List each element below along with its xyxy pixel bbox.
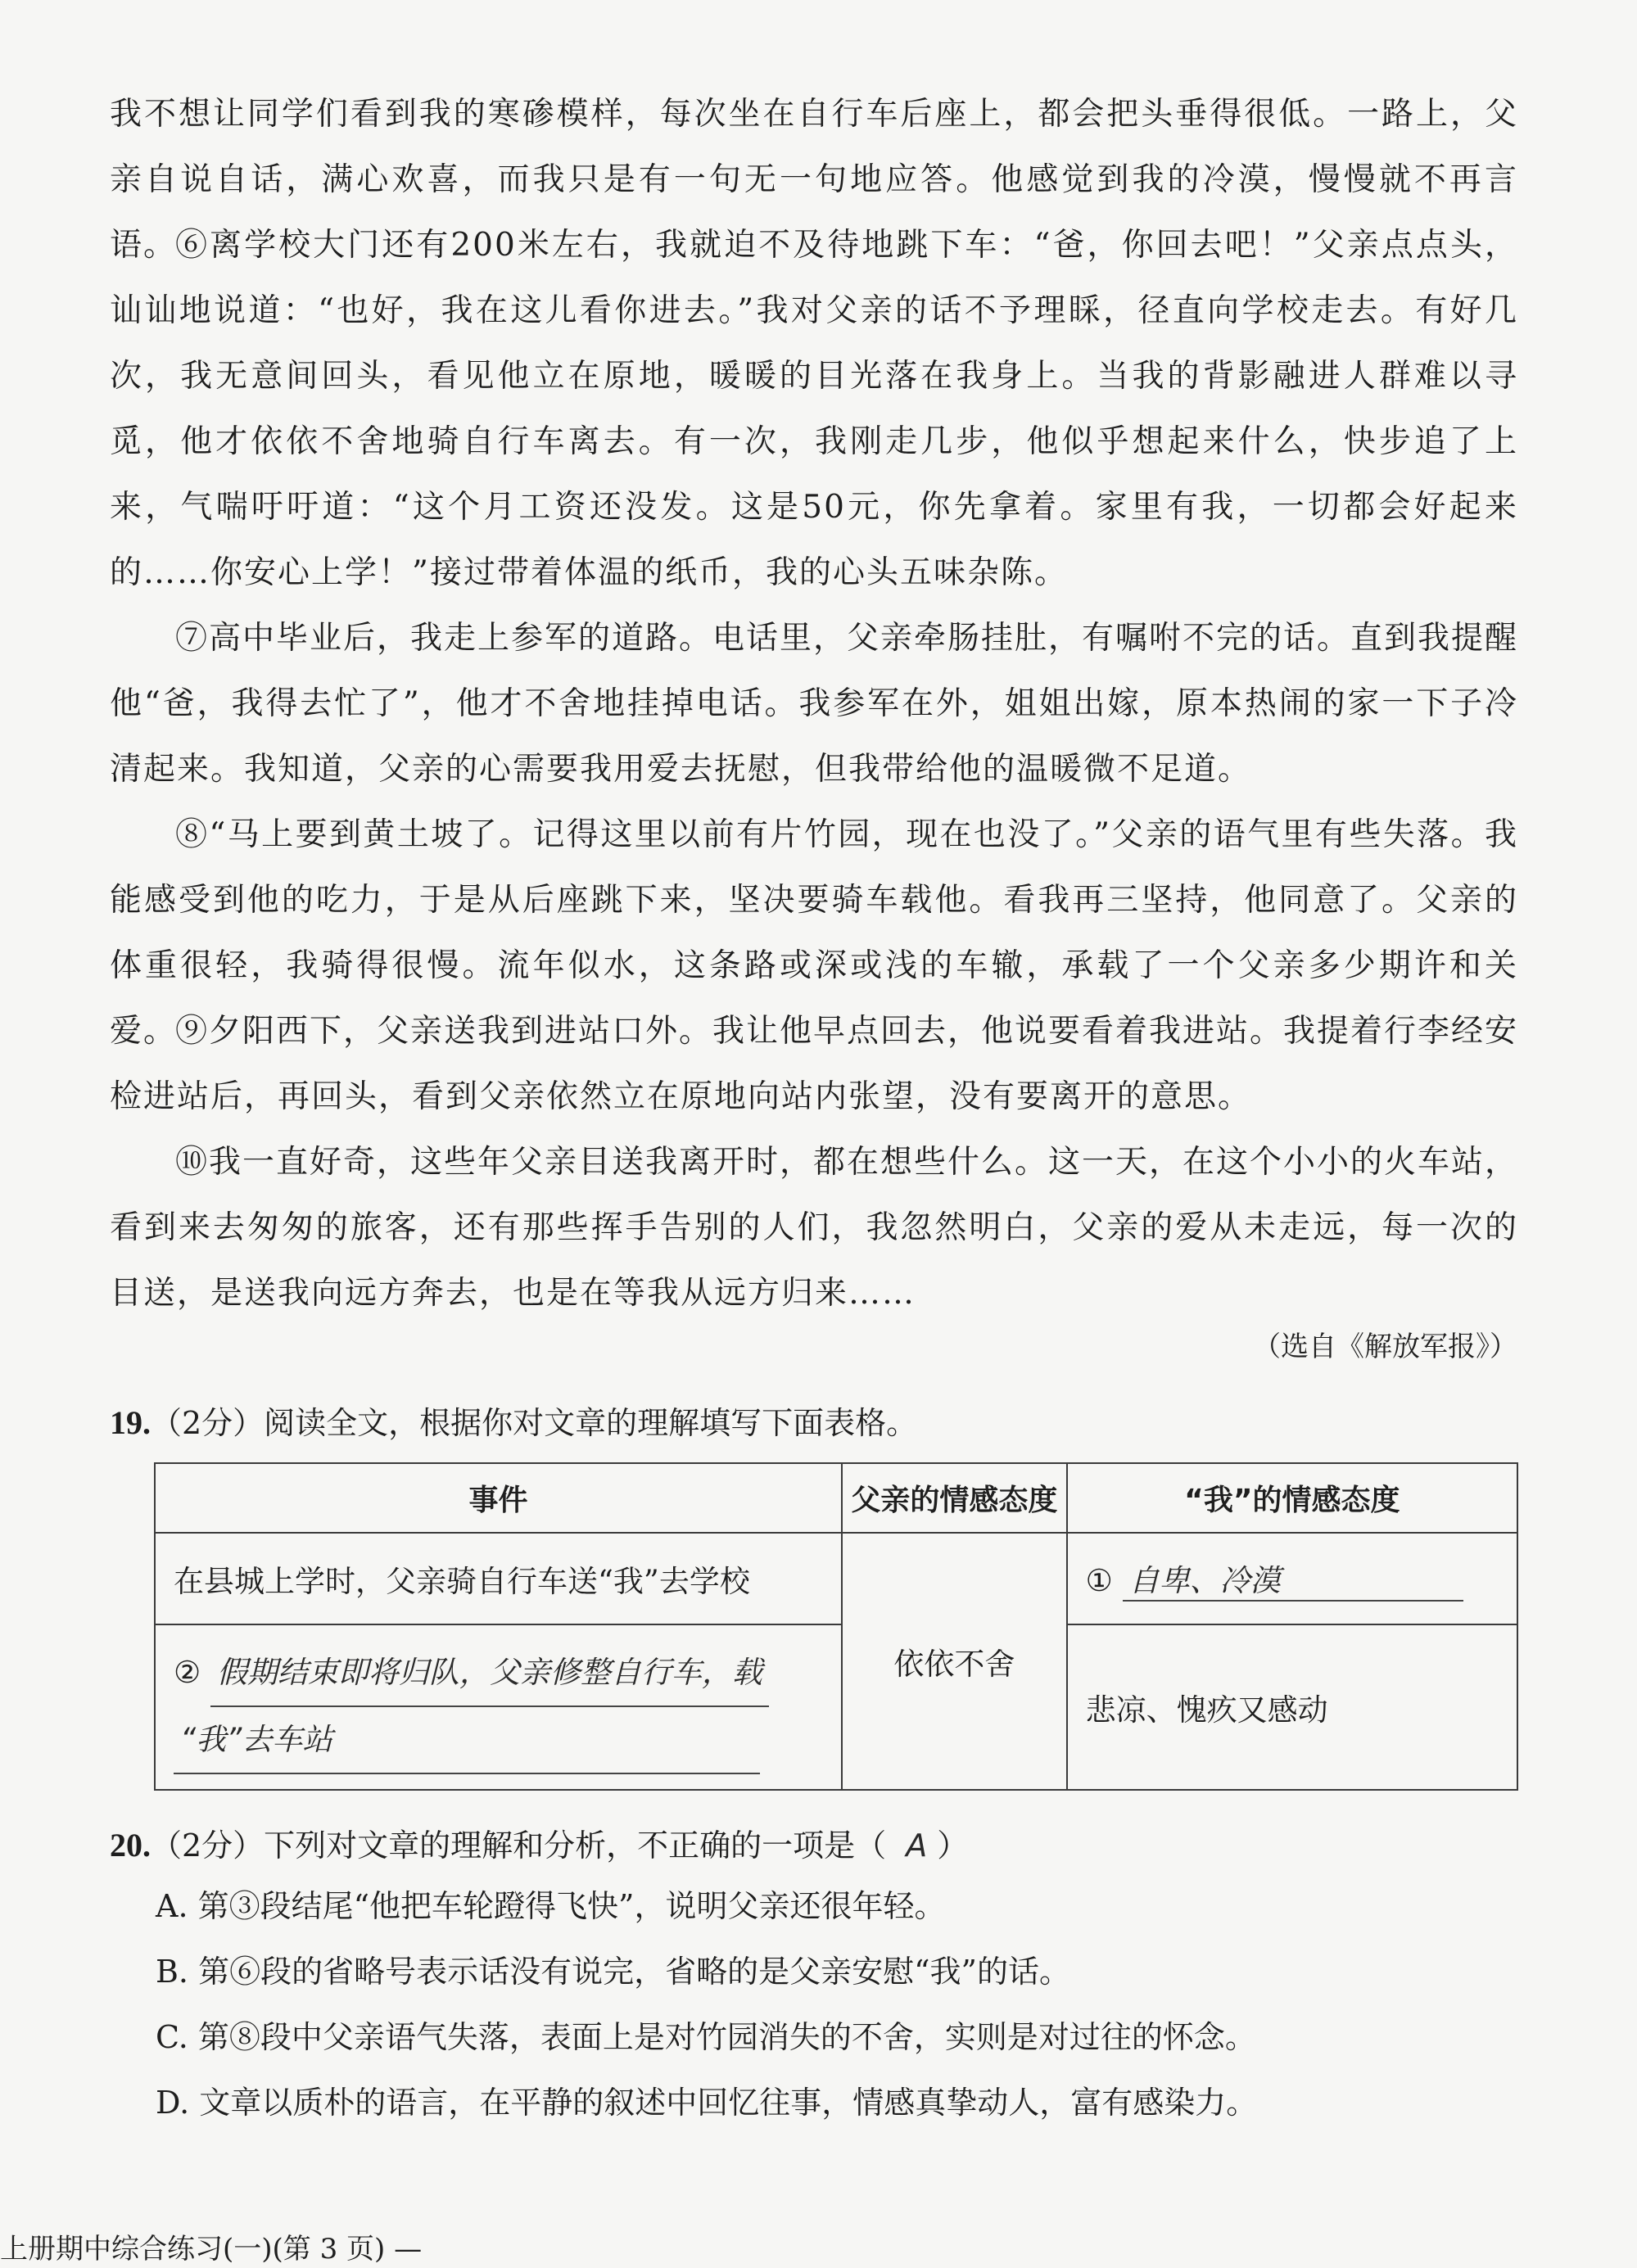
paragraph-8: ⑧“马上要到黄土坡了。记得这里以前有片竹园，现在也没了。”父亲的语气里有些失落。我能感受到他的吃力，于是从后座跳下来，坚决要骑车载他。看我再三坚持，他同意了。父亲的体重很轻，我骑得很慢。流年似水，这条路或深或浅的车辙，承载了一个父亲多少期许和关爱。 — [110, 816, 1518, 1050]
header-father-attitude: 父亲的情感态度 — [842, 1463, 1067, 1533]
father-attitude-text: 依依不舍 — [893, 1647, 1015, 1682]
blank-2-answer-line2[interactable]: “我”去车站 — [174, 1707, 760, 1774]
row2-event — [155, 1624, 842, 1790]
blank-1-answer[interactable]: 自卑、冷漠 — [1123, 1556, 1463, 1602]
question-20-close: ） — [937, 1828, 969, 1864]
blank-2-answer-line1[interactable]: 假期结束即将归队，父亲修整自行车，载 — [210, 1640, 769, 1707]
question-19-text: （2分）阅读全文，根据你对文章的理解填写下面表格。 — [151, 1405, 918, 1441]
question-20-text: （2分）下列对文章的理解和分析，不正确的一项是（ — [151, 1828, 887, 1864]
page-footer: 上册期中综合练习(一)(第 3 页) — — [0, 2233, 423, 2266]
question-20 — [110, 1819, 968, 1872]
source-citation: （选自《解放军报》） — [1253, 1331, 1517, 1363]
option-d: D. 文章以质朴的语言，在平静的叙述中回忆往事，情感真挚动人，富有感染力。 — [156, 2085, 1258, 2121]
row1-event: 在县城上学时，父亲骑自行车送“我”去学校 — [155, 1533, 842, 1624]
option-a: A. 第③段结尾“他把车轮蹬得飞快”，说明父亲还很年轻。 — [156, 1888, 946, 1924]
option-b: B. 第⑥段的省略号表示话没有说完，省略的是父亲安慰“我”的话。 — [156, 1954, 1070, 1990]
row2-my-attitude: 悲凉、愧疚又感动 — [1067, 1624, 1517, 1790]
header-event: 事件 — [155, 1463, 842, 1533]
blank-1-mark: ① — [1085, 1563, 1113, 1598]
question-20-answer[interactable]: A — [906, 1828, 928, 1864]
paragraph-5-end: 我不想让同学们看到我的寒碜模样，每次坐在自行车后座上，都会把头垂得很低。一路上，父亲自说自话，满心欢喜，而我只是有一句无一句地应答。他感觉到我的冷漠，慢慢就不再言语。 — [110, 96, 1518, 264]
question-20-number: 20. — [110, 1827, 151, 1864]
father-attitude-cell — [842, 1533, 1067, 1790]
paragraph-9: ⑨夕阳西下，父亲送我到进站口外。我让他早点回去，他说要看着我进站。我提着行李经安检进站后，再回头，看到父亲依然立在原地向站内张望，没有要离开的意思。 — [110, 1013, 1519, 1115]
header-my-attitude: “我”的情感态度 — [1067, 1463, 1517, 1533]
question-19 — [110, 1397, 917, 1449]
row1-my-attitude — [1067, 1533, 1517, 1624]
paragraph-10: ⑩我一直好奇，这些年父亲目送我离开时，都在想些什么。这一天，在这个小小的火车站，看到来去匆匆的旅客，还有那些挥手告别的人们，我忽然明白，父亲的爱从未走远，每一次的目送，是送我向远方奔去，也是在等我从远方归来…… — [110, 1144, 1519, 1312]
question-19-number: 19. — [110, 1404, 151, 1441]
option-c: C. 第⑧段中父亲语气失落，表面上是对竹园消失的不舍，实则是对过往的怀念。 — [156, 2019, 1256, 2055]
paragraph-7: ⑦高中毕业后，我走上参军的道路。电话里，父亲牵肠挂肚，有嘱咐不完的话。直到我提醒他“爸，我得去忙了”，他才不舍地挂掉电话。我参军在外，姐姐出嫁，原本热闹的家一下子冷清起来。我知道，父亲的心需要我用爱去抚慰，但我带给他的温暖微不足道。 — [110, 620, 1519, 788]
blank-2-mark: ② — [174, 1655, 201, 1690]
answer-table — [154, 1462, 1518, 1791]
paragraph-6: ⑥离学校大门还有200米左右，我就迫不及待地跳下车：“爸，你回去吧！”父亲点点头，讪讪地说道：“也好，我在这儿看你进去。”我对父亲的话不予理睬，径直向学校走去。有好几次，我无意间回头，看见他立在原地，暖暖的目光落在我身上。当我的背影融进人群难以寻觅，他才依依不舍地骑自行车离去。有一次，我刚走几步，他似乎想起来什么，快步追了上来，气喘吁吁道：“这个月工资还没发。这是50元，你先拿着。家里有我，一切都会好起来的……你安心上学！”接过带着体温的纸币，我的心头五味杂陈。 — [110, 227, 1518, 591]
